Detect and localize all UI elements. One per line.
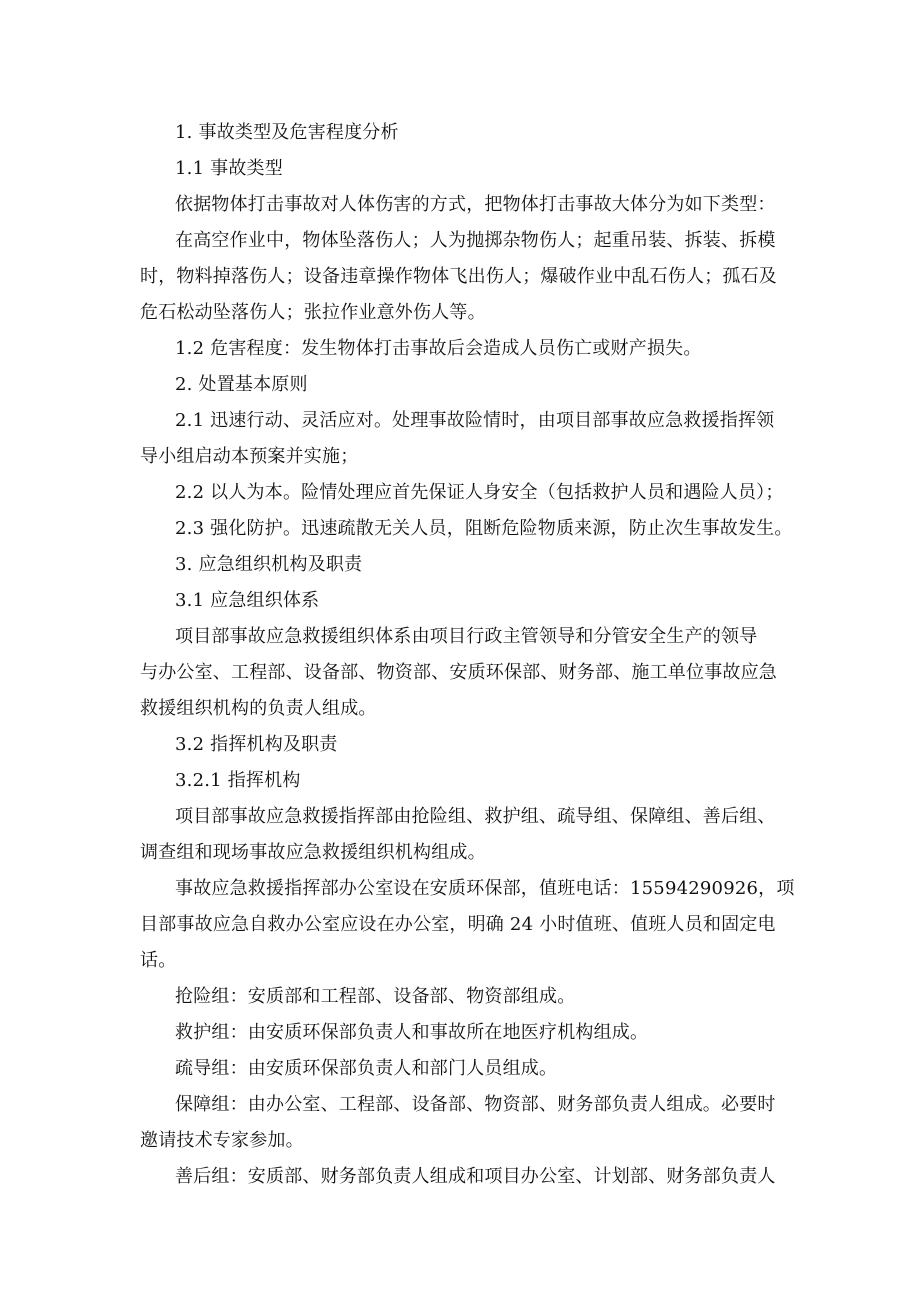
paragraph-line: 与办公室、工程部、设备部、物资部、安质环保部、财务部、施工单位事故应急: [140, 662, 777, 683]
subheading-3-2: 3.2 指挥机构及职责: [175, 734, 338, 755]
paragraph-line: 依据物体打击事故对人体伤害的方式，把物体打击事故大体分为如下类型：: [175, 194, 776, 215]
section-heading-3: 3. 应急组织机构及职责: [175, 554, 363, 575]
subheading-3-1: 3.1 应急组织体系: [175, 590, 320, 611]
paragraph-line: 项目部事故应急救援指挥部由抢险组、救护组、疏导组、保障组、善后组、: [175, 806, 776, 827]
paragraph-line: 在高空作业中，物体坠落伤人；人为抛掷杂物伤人；起重吊装、拆装、拆模: [175, 230, 776, 251]
paragraph-line: 善后组：安质部、财务部负责人组成和项目办公室、计划部、财务部负责人: [175, 1166, 776, 1187]
paragraph-line: 疏导组：由安质环保部负责人和部门人员组成。: [175, 1058, 558, 1079]
subheading-3-2-1: 3.2.1 指挥机构: [175, 770, 301, 791]
paragraph-line: 邀请技术专家参加。: [140, 1130, 304, 1151]
paragraph-line: 2.3 强化防护。迅速疏散无关人员，阻断危险物质来源，防止次生事故发生。: [175, 518, 793, 539]
section-heading-1: 1. 事故类型及危害程度分析: [175, 122, 399, 143]
paragraph-line: 保障组：由办公室、工程部、设备部、物资部、财务部负责人组成。必要时: [175, 1094, 776, 1115]
paragraph-line: 目部事故应急自救办公室应设在办公室，明确 24 小时值班、值班人员和固定电: [140, 914, 776, 935]
paragraph-line: 救护组：由安质环保部负责人和事故所在地医疗机构组成。: [175, 1022, 649, 1043]
paragraph-line: 时，物料掉落伤人；设备违章操作物体飞出伤人；爆破作业中乱石伤人；孤石及: [140, 266, 777, 287]
paragraph-line: 抢险组：安质部和工程部、设备部、物资部组成。: [175, 986, 576, 1007]
paragraph-line: 2.1 迅速行动、灵活应对。处理事故险情时，由项目部事故应急救援指挥领: [175, 410, 775, 431]
paragraph-line: 导小组启动本预案并实施；: [140, 446, 359, 467]
paragraph-line: 1.2 危害程度：发生物体打击事故后会造成人员伤亡或财产损失。: [175, 338, 702, 359]
paragraph-line: 项目部事故应急救援组织体系由项目行政主管领导和分管安全生产的领导: [175, 626, 758, 647]
paragraph-line: 危石松动坠落伤人；张拉作业意外伤人等。: [140, 302, 486, 323]
section-heading-2: 2. 处置基本原则: [175, 374, 308, 395]
paragraph-line: 2.2 以人为本。险情处理应首先保证人身安全（包括救护人员和遇险人员）；: [175, 482, 784, 503]
subheading-1-1: 1.1 事故类型: [175, 158, 283, 179]
paragraph-line: 事故应急救援指挥部办公室设在安质环保部，值班电话：15594290926，项: [175, 878, 795, 899]
paragraph-line: 救援组织机构的负责人组成。: [140, 698, 377, 719]
paragraph-line: 话。: [140, 950, 177, 971]
paragraph-line: 调查组和现场事故应急救援组织机构组成。: [140, 842, 486, 863]
